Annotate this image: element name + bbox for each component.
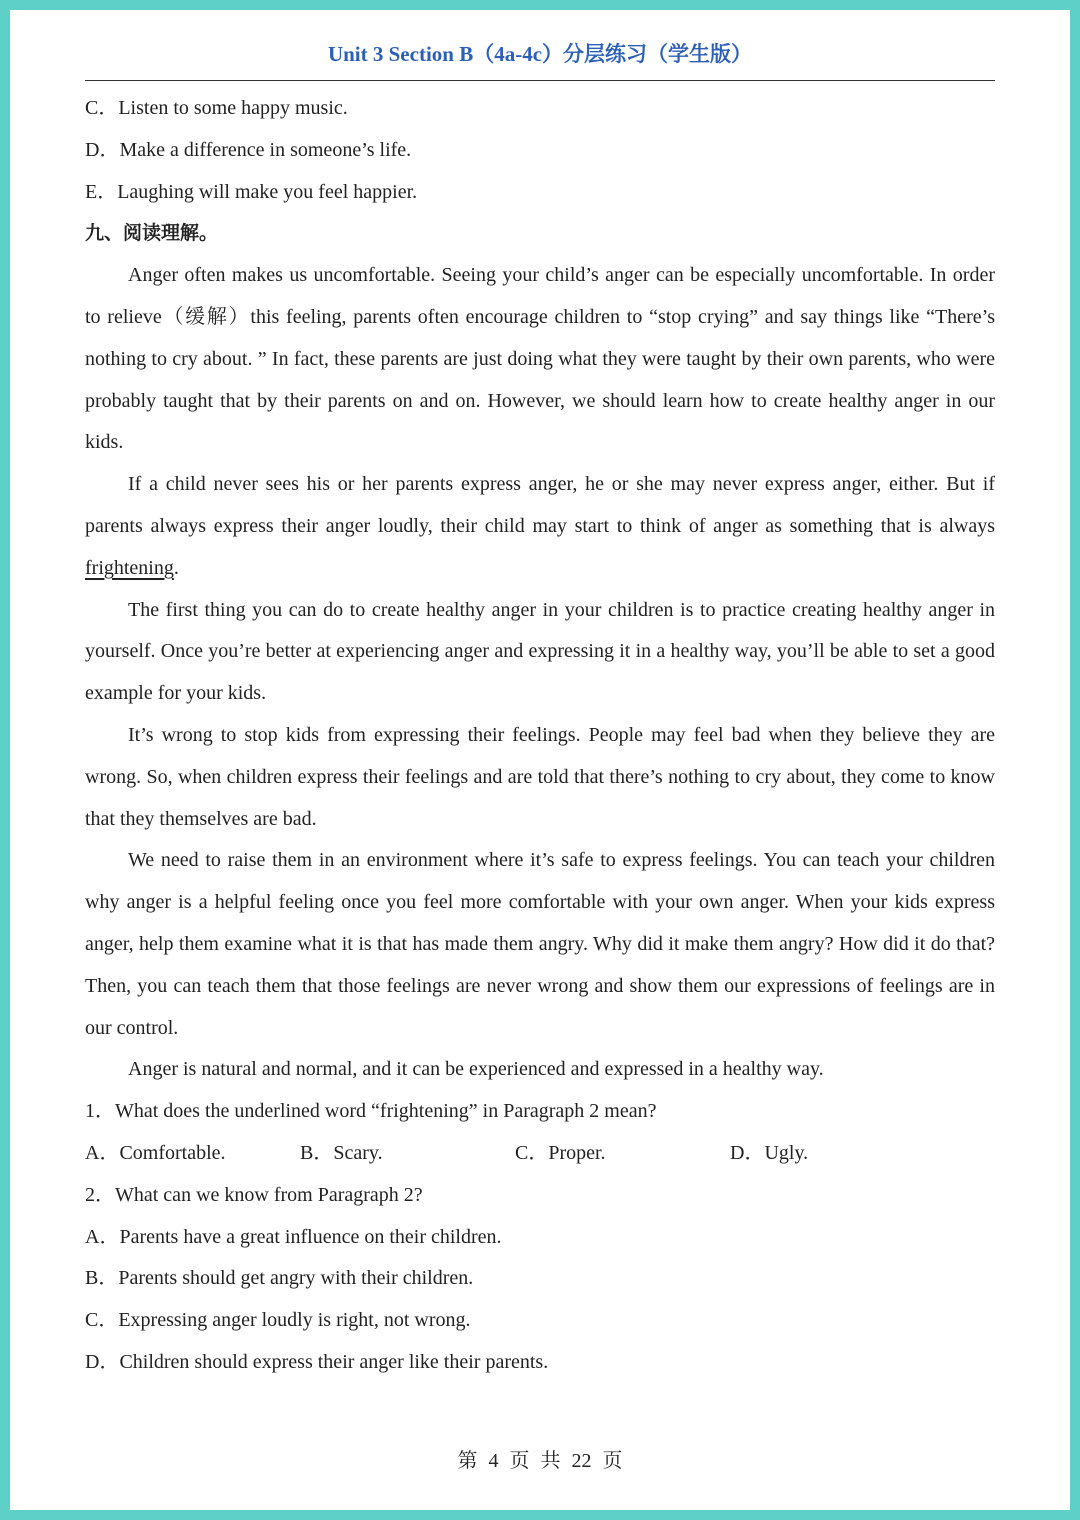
paragraph-2-text: If a child never sees his or her parents express anger, he or she may never express anger, either. But if parents always express their anger loudly, their child may start to think of anger as something that is always (85, 473, 995, 537)
question-1-options (85, 1133, 995, 1175)
passage-paragraph-6: Anger is natural and normal, and it can be experienced and expressed in a healthy way. (128, 1058, 824, 1081)
section-title: 九、阅读理解。 (85, 222, 219, 245)
prev-option-c: C．Listen to some happy music. (85, 97, 348, 119)
prev-option-e: E．Laughing will make you feel happier. (85, 180, 418, 203)
passage-paragraph-4: It’s wrong to stop kids from expressing their feelings. People may feel bad when they believe they are wrong. So, when children express their feelings and are told that there’s nothing to cry about, they come to know that they themselves are bad. (85, 723, 995, 830)
passage-paragraph-2 (85, 464, 995, 589)
header-divider (85, 80, 995, 81)
question-1-option-d: D．Ugly. (730, 1141, 809, 1164)
underlined-word: frightening (85, 556, 174, 579)
question-2-option-c: C．Expressing anger loudly is right, not wrong. (85, 1309, 471, 1332)
passage-paragraph-1: Anger often makes us uncomfortable. Seeing your child’s anger can be especially uncomfortable. In order to relieve（缓解）this feeling, parents often encourage children to “stop crying” and say things like “There’s nothing to cry about. ” In fact, these parents are just doing what they were taught by their own parents, who were probably taught that by their parents on and on. However, we should learn how to create healthy anger in our kids. (85, 264, 995, 454)
question-2-option-a: A．Parents have a great influence on their children. (85, 1225, 502, 1248)
question-2-option-d: D．Children should express their anger like their parents. (85, 1350, 549, 1373)
page-content (85, 88, 995, 1384)
question-2-stem: 2．What can we know from Paragraph 2? (85, 1183, 423, 1206)
page-number: 第 4 页 共 22 页 (457, 1450, 623, 1472)
prev-option-d: D．Make a difference in someone’s life. (85, 138, 412, 161)
passage-paragraph-5: We need to raise them in an environment where it’s safe to express feelings. You can teach your children why anger is a helpful feeling once you feel more comfortable with your own anger. When your kids express anger, help them examine what it is that has made them angry. Why did it make them angry? How did it do that? Then, you can teach them that those feelings are never wrong and show them our expressions of feelings are in our control. (85, 849, 995, 1039)
question-1-option-c: C．Proper. (515, 1141, 606, 1164)
question-1-option-a: A．Comfortable. (85, 1141, 226, 1164)
question-2-option-b: B．Parents should get angry with their children. (85, 1267, 474, 1290)
page-header-title: Unit 3 Section B（4a-4c）分层练习（学生版） (327, 42, 753, 66)
passage-paragraph-3: The first thing you can do to create healthy anger in your children is to practice creating healthy anger in yourself. Once you’re better at experiencing anger and expressing it in a healthy way, you’ll be able to set a good example for your kids. (85, 598, 995, 705)
question-1-stem: 1．What does the underlined word “frightening” in Paragraph 2 mean? (85, 1100, 657, 1123)
paragraph-2-end: . (173, 556, 179, 579)
question-1-option-b: B．Scary. (300, 1141, 383, 1164)
